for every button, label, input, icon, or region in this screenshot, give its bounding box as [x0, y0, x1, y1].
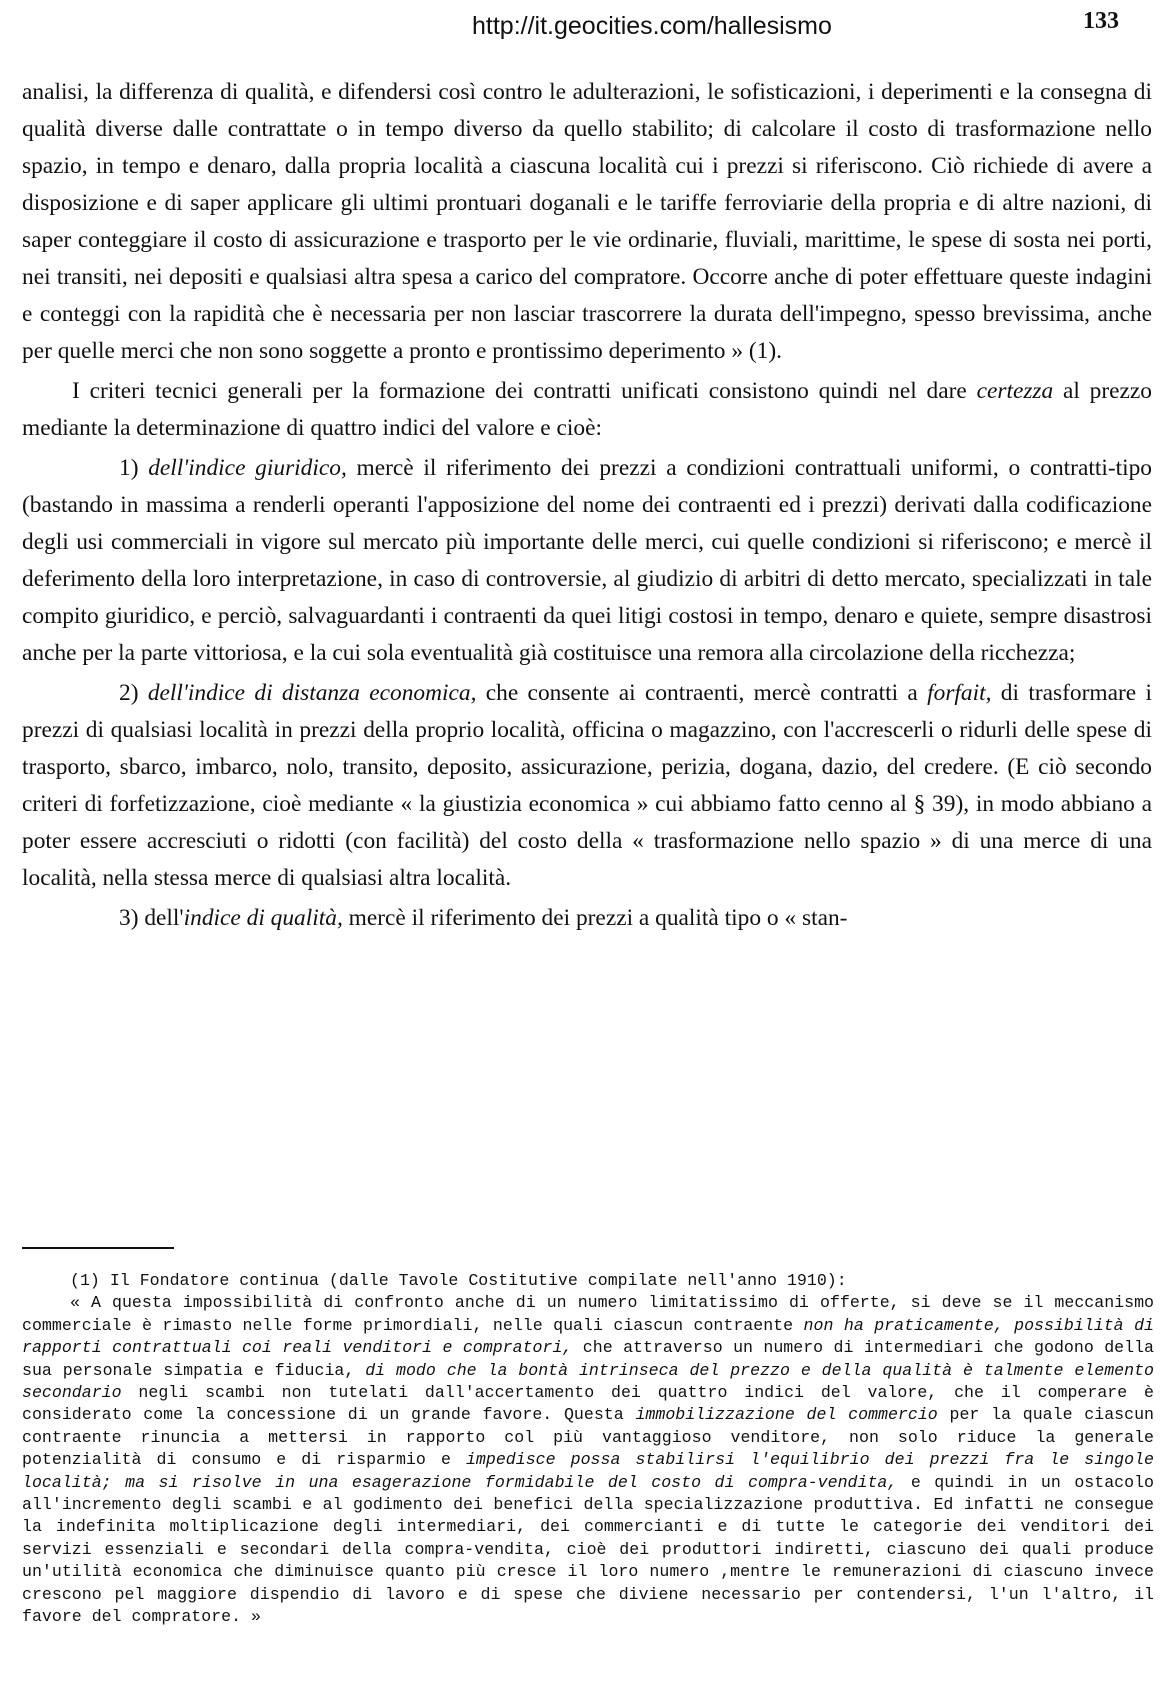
list-item-indice-distanza: 2) dell'indice di distanza economica, che consente ai contraenti, mercè contratti a forfait, di trasformare i prezzi di qualsiasi località in prezzi della proprio località, officina o magazzino, con l'accrescerli o ridurli delle spese di trasporto, sbarco, imbarco, nolo, transito, deposito, assicurazione, perizia, dogana, dazio, del credere. (E ciò secondo criteri di forfetizzazione, cioè mediante « la giustizia economica » cui abbiamo fatto cenno al § 39), in modo abbiano a poter essere accresciuti o ridotti (con facilità) del costo della « trasformazione nello spazio » di una merce di una località, nella stessa merce di qualsiasi altra località.: [22, 680, 1152, 891]
list-item-indice-qualita: 3) dell'indice di qualità, mercè il riferimento dei prezzi a qualità tipo o « stan-: [119, 905, 848, 931]
footnote-divider: [22, 1247, 174, 1249]
footnote-quote: « A questa impossibilità di confronto anche di un numero limitatissimo di offerte, si deve se il meccanismo commerciale è rimasto nelle forme primordiali, nelle quali ciascun contraente non ha praticamente, possibilità di rapporti contrattuali coi reali venditori e compratori, che attraverso un numero di intermediari che godono della sua personale simpatia e fiducia, di modo che la bontà intrinseca del prezzo e della qualità è talmente elemento secondario negli scambi non tutelati dall'accertamento dei quattro indici del valore, che il comperare è considerato come la concessione di un grande favore. Questa immobilizzazione del commercio per la quale ciascun contraente rinuncia a mettersi in rapporto col più vantaggioso venditore, non solo riduce la generale potenzialità di consumo e di risparmio e impedisce possa stabilirsi l'equilibrio dei prezzi fra le singole località; ma si risolve in una esagerazione formidabile del costo di compra-vendita, e quindi in un ostacolo all'incremento degli scambi e al godimento dei benefici della specializzazione produttiva. Ed infatti ne consegue la indefinita moltiplicazione degli intermediari, dei commercianti e di tutte le categorie dei venditori dei servizi essenziali e secondari della compra-vendita, cioè dei produttori indiretti, ciascuno dei quali produce un'utilità economica che diminuisce quanto più cresce il loro numero ,mentre le remunerazioni di ciascuno invece crescono pel maggiore dispendio di lavoro e di spese che diviene necessario per contendersi, l'un l'altro, il favore del compratore. »: [22, 1293, 1155, 1627]
list-item-indice-giuridico: 1) dell'indice giuridico, mercè il riferimento dei prezzi a condizioni contrattuali uniformi, o contratti-tipo (bastando in massima a renderli operanti l'apposizione del nome dei contraenti ed i prezzi) derivati dalla codificazione degli usi commerciali in vigore sul mercato più importante delle merci, cui quelle condizioni si riferiscono; e mercè il deferimento della loro interpretazione, in caso di controversie, al giudizio di arbitri di detto mercato, specializzati in tale compito giuridico, e perciò, salvaguardanti i contraenti da quei litigi costosi in tempo, denaro e quiete, sempre disastrosi anche per la parte vittoriosa, e la cui sola eventualità già costituisce una remora alla circolazione della ricchezza;: [22, 455, 1153, 666]
paragraph-criteri: I criteri tecnici generali per la formazione dei contratti unificati consistono quindi nel dare certezza al prezzo mediante la determinazione di quattro indici del valore e cioè:: [22, 378, 1152, 441]
header-url: http://it.geocities.com/hallesismo: [472, 12, 832, 40]
footnote: [22, 1270, 1154, 1629]
page-number: 133: [1083, 8, 1119, 34]
paragraph-continuation: analisi, la differenza di qualità, e difendersi così contro le adulterazioni, le sofisticazioni, i deperimenti e la consegna di qualità diverse dalle contrattate o in tempo diverso da quello stabilito; di calcolare il costo di trasformazione nello spazio, in tempo e denaro, dalla propria località a ciascuna località cui i prezzi si riferiscono. Ciò richiede di avere a disposizione e di saper applicare gli ultimi prontuari doganali e le tariffe ferroviarie della propria e di altre nazioni, di saper conteggiare il costo di assicurazione e trasporto per le vie ordinarie, fluviali, marittime, le spese di sosta nei porti, nei transiti, nei depositi e qualsiasi altra spesa a carico del compratore. Occorre anche di poter effettuare queste indagini e conteggi con la rapidità che è necessaria per non lasciar trascorrere la durata dell'impegno, spesso brevissima, anche per quelle merci che non sono soggette a pronto e prontissimo deperimento » (1).: [22, 79, 1152, 364]
footnote-lead: (1) Il Fondatore continua (dalle Tavole Costitutive compilate nell'anno 1910):: [70, 1271, 847, 1290]
main-text: [22, 74, 1152, 937]
